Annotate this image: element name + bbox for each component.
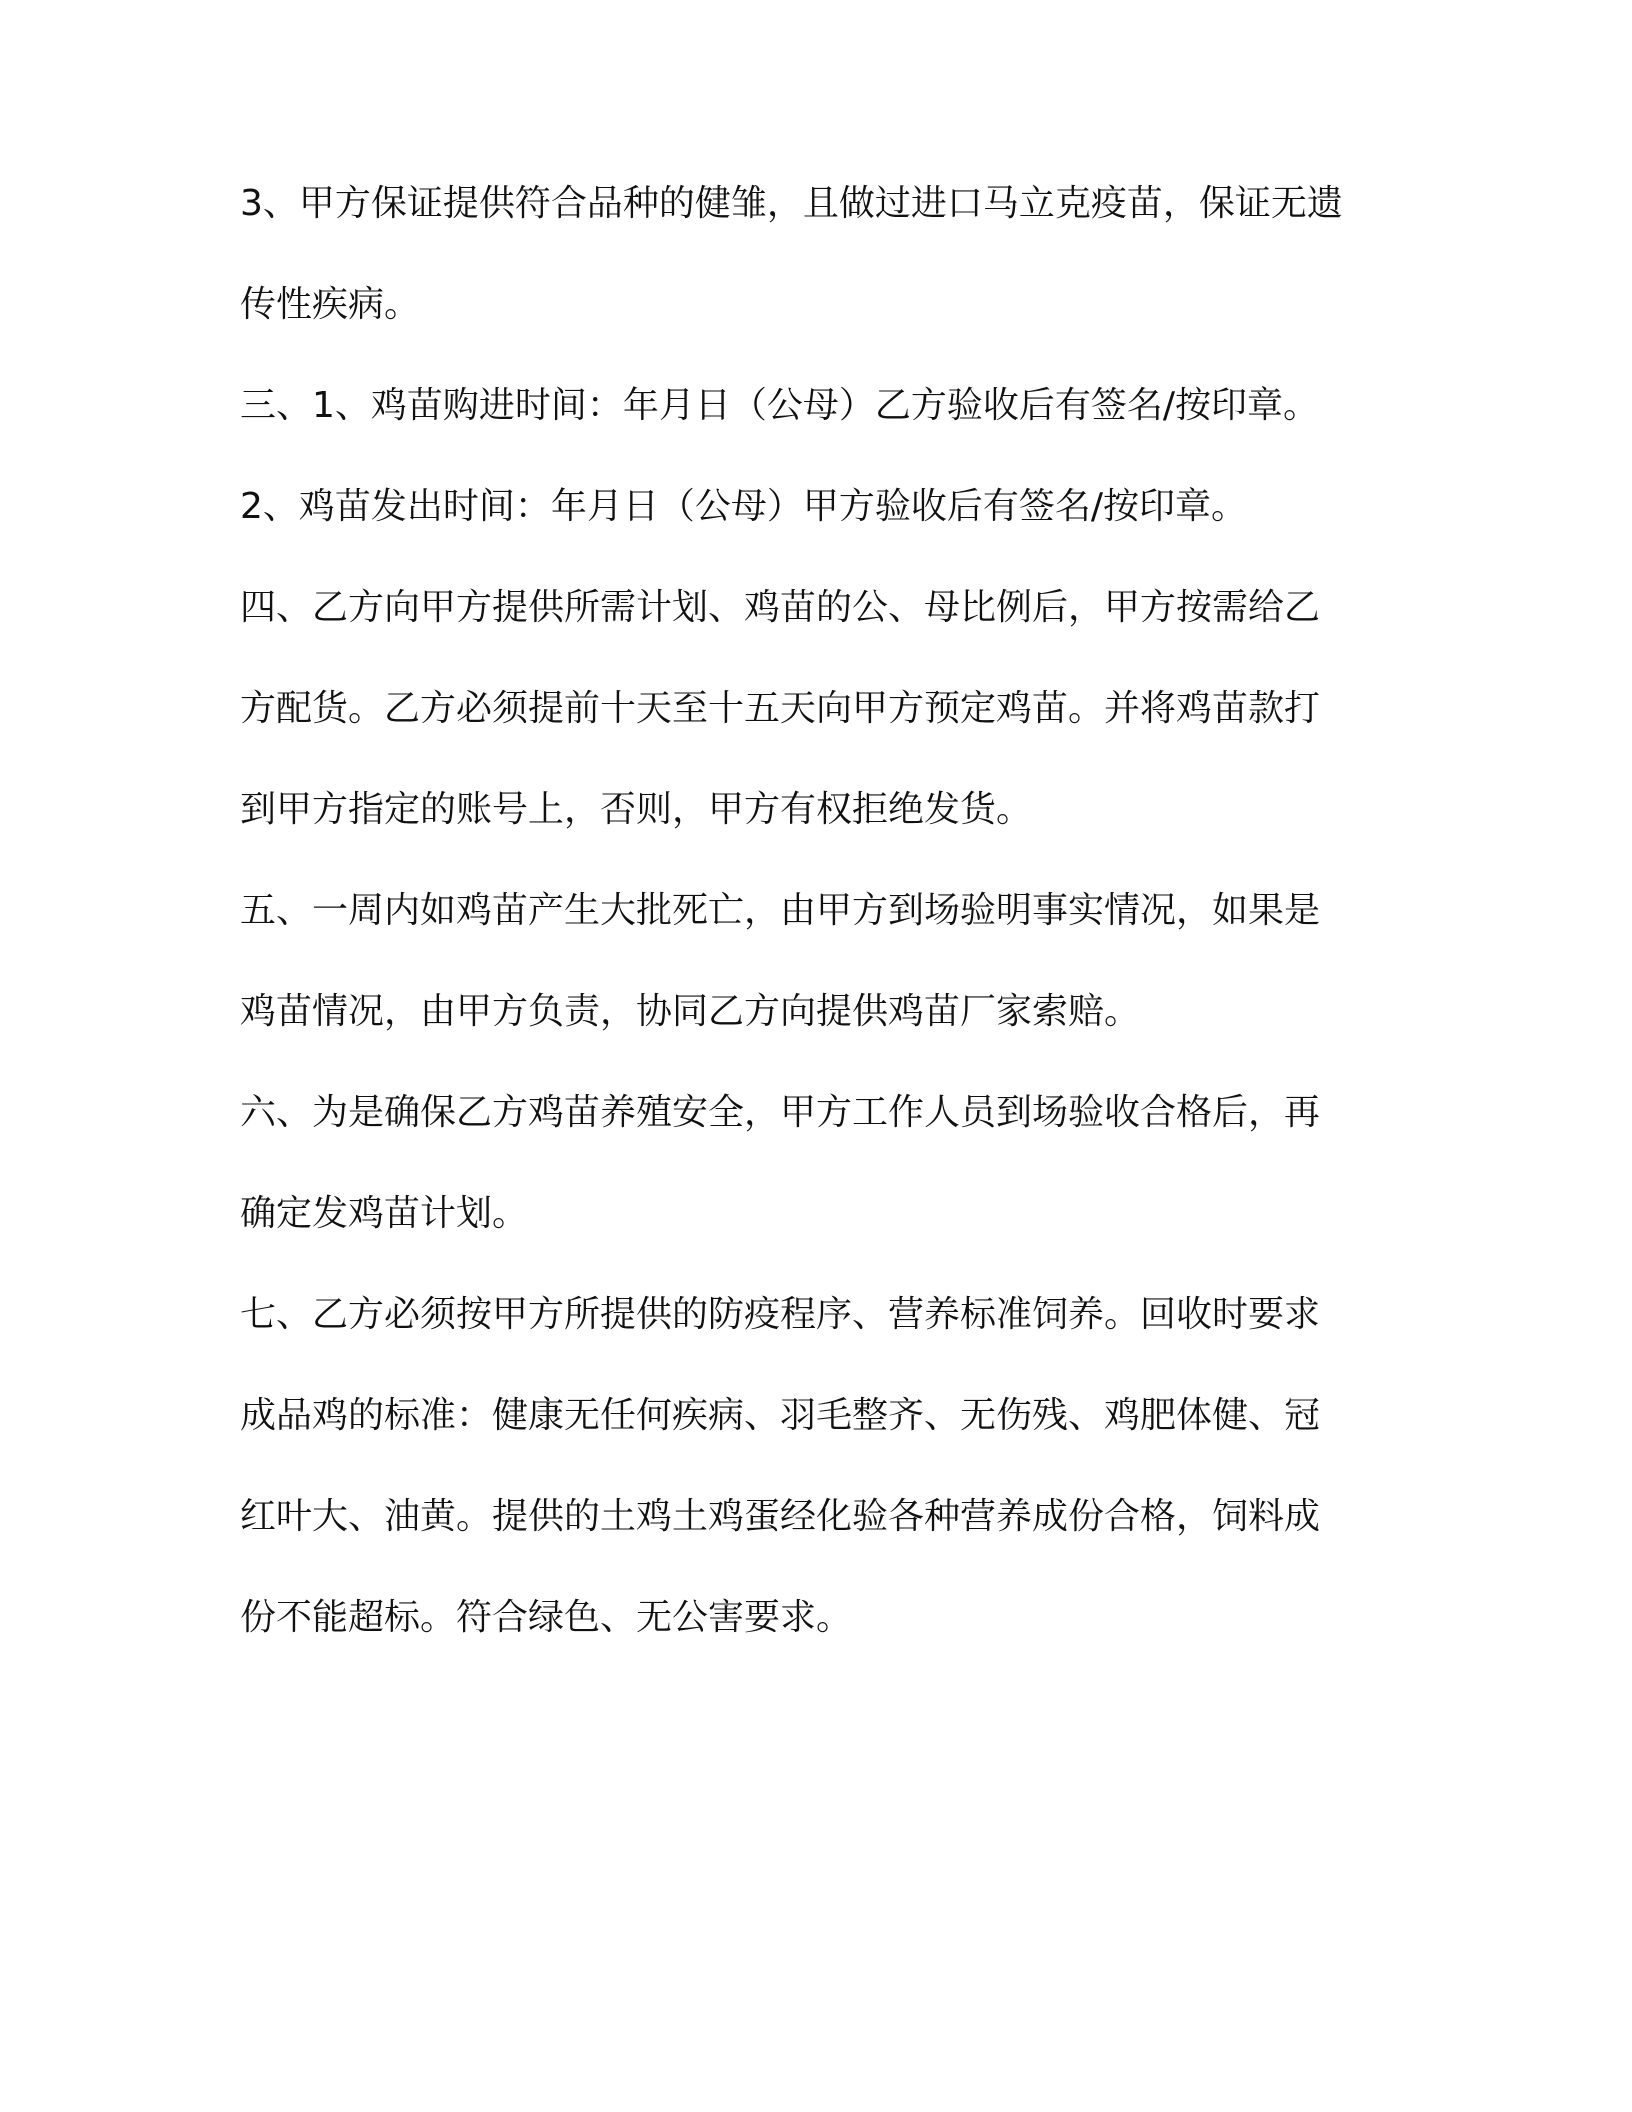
text-line: 份不能超标。符合绿色、无公害要求。 xyxy=(240,1597,853,1638)
text-line: 红叶大、油黄。提供的土鸡土鸡蛋经化验各种营养成份合格，饲料成 xyxy=(240,1496,1321,1537)
text-line: 成品鸡的标准：健康无任何疾病、羽毛整齐、无伤残、鸡肥体健、冠 xyxy=(240,1395,1321,1436)
text-line: 五、一周内如鸡苗产生大批死亡，由甲方到场验明事实情况，如果是 xyxy=(240,890,1321,931)
text-line: 三、1、鸡苗购进时间：年月日（公母）乙方验收后有签名/按印章。 xyxy=(240,385,1320,426)
text-line: 确定发鸡苗计划。 xyxy=(240,1193,529,1234)
text-line: 七、乙方必须按甲方所提供的防疫程序、营养标准饲养。回收时要求 xyxy=(240,1294,1321,1335)
text-line: 2、鸡苗发出时间：年月日（公母）甲方验收后有签名/按印章。 xyxy=(240,486,1248,527)
text-line: 鸡苗情况，由甲方负责，协同乙方向提供鸡苗厂家索赔。 xyxy=(240,991,1141,1032)
text-line: 到甲方指定的账号上，否则，甲方有权拒绝发货。 xyxy=(240,789,1033,830)
text-line: 方配货。乙方必须提前十天至十五天向甲方预定鸡苗。并将鸡苗款打 xyxy=(240,688,1321,729)
document-body xyxy=(240,180,1410,1695)
text-line: 六、为是确保乙方鸡苗养殖安全，甲方工作人员到场验收合格后，再 xyxy=(240,1092,1321,1133)
text-line: 3、甲方保证提供符合品种的健雏，且做过进口马立克疫苗，保证无遗 xyxy=(240,183,1343,224)
text-line: 四、乙方向甲方提供所需计划、鸡苗的公、母比例后，甲方按需给乙 xyxy=(240,587,1321,628)
text-line: 传性疾病。 xyxy=(240,284,421,325)
